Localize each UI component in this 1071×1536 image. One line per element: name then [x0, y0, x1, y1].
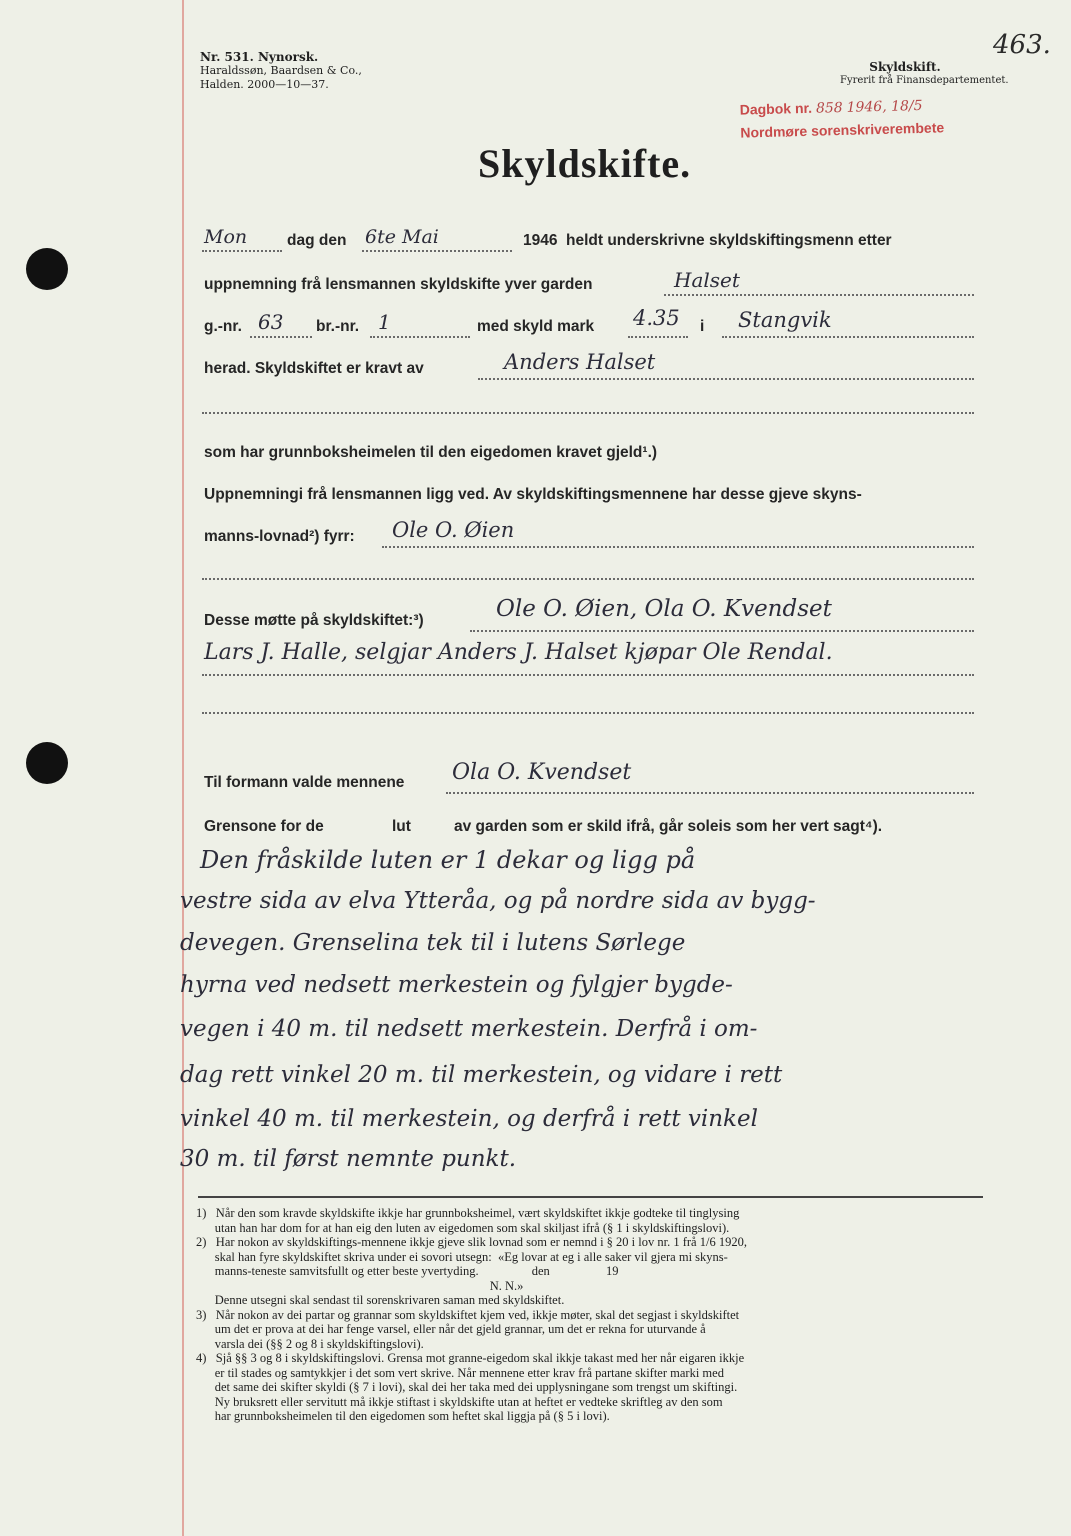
footnote-line: 1) Når den som kravde skyldskifte ikkje har grunnboksheimel, vært skyldskiftet ikkje godteke til tinglysing: [196, 1206, 740, 1220]
footnote-line: skal han fyre skyldskiftet skriva under ei sovori utsegn: «Eg lovar at eg i alle saker vil gjera mi skyns-: [196, 1249, 728, 1264]
fill-line: [446, 792, 974, 794]
fill-line: [722, 336, 974, 338]
fill-line: [478, 378, 974, 380]
fill-line: [362, 250, 512, 252]
form-name: Skyldskift.: [869, 60, 941, 74]
label-i: i: [700, 318, 705, 335]
present-line2: Lars J. Halle, selgjar Anders J. Halset kjøpar Ole Rendal.: [204, 640, 833, 665]
fill-line: [202, 412, 974, 414]
journal-number: 858: [815, 99, 843, 117]
footnote-line: er til stades og samtykkjer i det som vert skrive. Når mennene etter krav frå partane skifter marki med: [196, 1365, 724, 1380]
label-bnr: br.-nr.: [316, 318, 360, 335]
description-line: vegen i 40 m. til nedsett merkestein. Derfrå i om-: [180, 1016, 758, 1042]
day-handwritten: Mon: [204, 226, 248, 248]
chairman: Ola O. Kvendset: [452, 760, 632, 785]
label-dag-den: dag den: [287, 232, 347, 249]
label-boundary-3: av garden som er skild ifrå, går soleis som her vert sagt⁴).: [454, 818, 883, 835]
fill-line: [202, 712, 974, 714]
claimant: Anders Halset: [504, 350, 656, 374]
present-line1: Ole O. Øien, Ola O. Kvendset: [496, 596, 832, 622]
label-skyld: med skyld mark: [477, 318, 595, 335]
footnote-line: utan han har dom for at han eig den luten av eigedomen som skal skiljast ifrå (§ 1 i skyldskiftingslovi).: [196, 1220, 730, 1235]
fill-line: [382, 546, 974, 548]
municipality: Stangvik: [738, 308, 832, 332]
footnote-line: Denne utsegni skal sendast til sorenskrivaren saman med skyldskiftet.: [196, 1293, 565, 1307]
footnote-line: det same dei skifter skyldi (§ 7 i lovi), skal dei her taka med dei upplysningane som trengst um skiftingi.: [196, 1380, 738, 1394]
footnote-line: 4) Sjå §§ 3 og 8 i skyldskiftingslovi. Grensa mot granne-eigedom skal ikkje takast med her når eigaren ikkje: [196, 1351, 745, 1365]
page-number: 463.: [993, 30, 1051, 60]
fill-line: [202, 578, 974, 580]
fill-line: [628, 336, 688, 338]
label-boundary-1: Grensone for de: [204, 818, 324, 835]
sworn-men: Ole O. Øien: [392, 518, 515, 542]
fill-line: [250, 336, 312, 338]
footnotes: [196, 1206, 747, 1424]
gnr-value: 63: [258, 310, 284, 334]
footnote-rule: [198, 1196, 983, 1198]
footnote-line: har grunnboksheimelen til den eigedomen som heftet skal liggja på (§ 5 i lovi).: [196, 1409, 610, 1423]
fill-line: [202, 674, 974, 676]
fill-line: [664, 294, 974, 296]
label-line6: Uppnemningi frå lensmannen ligg ved. Av skyldskiftingsmennene har desse gjeve skyns-: [204, 486, 862, 503]
publisher: Haraldssøn, Baardsen & Co.,: [200, 64, 362, 77]
description-line: 30 m. til først nemnte punkt.: [180, 1146, 517, 1172]
label-line1: heldt underskrivne skyldskiftingsmenn etter: [566, 232, 892, 249]
footnote-line: N. N.»: [196, 1278, 524, 1293]
journal-label: Dagbok nr.: [739, 99, 813, 118]
form-header-right: [840, 60, 1009, 88]
date-handwritten: 6te Mai: [365, 226, 439, 248]
label-herad: herad. Skyldskiftet er kravt av: [204, 360, 424, 377]
bnr-value: 1: [378, 310, 391, 334]
year: 1946: [523, 232, 558, 249]
office-name: Nordmøre sorenskriverembete: [740, 119, 945, 141]
punch-hole: [26, 248, 68, 290]
margin-line: [182, 0, 184, 1536]
label-boundary-2: lut: [392, 818, 411, 835]
footnote-line: um det er prova at dei har fenge varsel, eller når det gjeld grannar, um det er rekna for uturvande å: [196, 1322, 706, 1336]
label-chair: Til formann valde mennene: [204, 774, 405, 791]
registration-stamp: [739, 93, 944, 143]
description-line: dag rett vinkel 20 m. til merkestein, og vidare i rett: [180, 1062, 783, 1088]
form-number: Nr. 531. Nynorsk.: [200, 50, 319, 64]
label-line7: manns-lovnad²) fyrr:: [204, 528, 355, 545]
label-present: Desse møtte på skyldskiftet:³): [204, 612, 424, 629]
punch-hole: [26, 742, 68, 784]
label-line5: som har grunnboksheimelen til den eigedomen kravet gjeld¹.): [204, 444, 658, 461]
skyld-value: 4.35: [633, 306, 680, 330]
form-header-left: [200, 50, 362, 92]
label-line2: uppnemning frå lensmannen skyldskifte yver garden: [204, 276, 593, 293]
footnote-line: manns-teneste samvitsfullt og etter beste yvertyding. den 19: [196, 1264, 619, 1278]
fill-line: [202, 250, 282, 252]
footnote-line: varsla dei (§§ 2 og 8 i skyldskiftingslovi).: [196, 1336, 424, 1351]
footnote-line: 2) Har nokon av skyldskiftings-mennene ikkje gjeve slik lovnad som er nemnd i § 20 i lov nr. 1 frå 1/6 1920,: [196, 1235, 747, 1249]
approval: Fyrerit frå Finansdepartementet.: [840, 75, 1009, 86]
print-info: Halden. 2000—10—37.: [200, 78, 329, 91]
description-line: vestre sida av elva Ytteråa, og på nordre sida av bygg-: [180, 888, 816, 914]
description-line: hyrna ved nedsett merkestein og fylgjer bygde-: [180, 972, 733, 998]
footnote-line: Ny bruksrett eller servitutt må ikkje stiftast i skyldskifte utan at heftet er vedteke skriftleg av den som: [196, 1394, 723, 1409]
footnote-line: 3) Når nokon av dei partar og grannar som skyldskiftet kjem ved, ikkje møter, skal det segjast i skyldskiftet: [196, 1307, 740, 1322]
description-line: devegen. Grenselina tek til i lutens Sørlege: [180, 930, 686, 956]
fill-line: [470, 630, 974, 632]
farm-name: Halset: [674, 268, 740, 292]
description-line: Den fråskilde luten er 1 dekar og ligg på: [200, 846, 696, 874]
label-gnr: g.-nr.: [204, 318, 242, 335]
fill-line: [370, 336, 470, 338]
description-line: vinkel 40 m. til merkestein, og derfrå i rett vinkel: [180, 1106, 758, 1132]
journal-date: 1946, 18/5: [846, 97, 923, 116]
page-title: Skyldskifte.: [478, 141, 692, 186]
